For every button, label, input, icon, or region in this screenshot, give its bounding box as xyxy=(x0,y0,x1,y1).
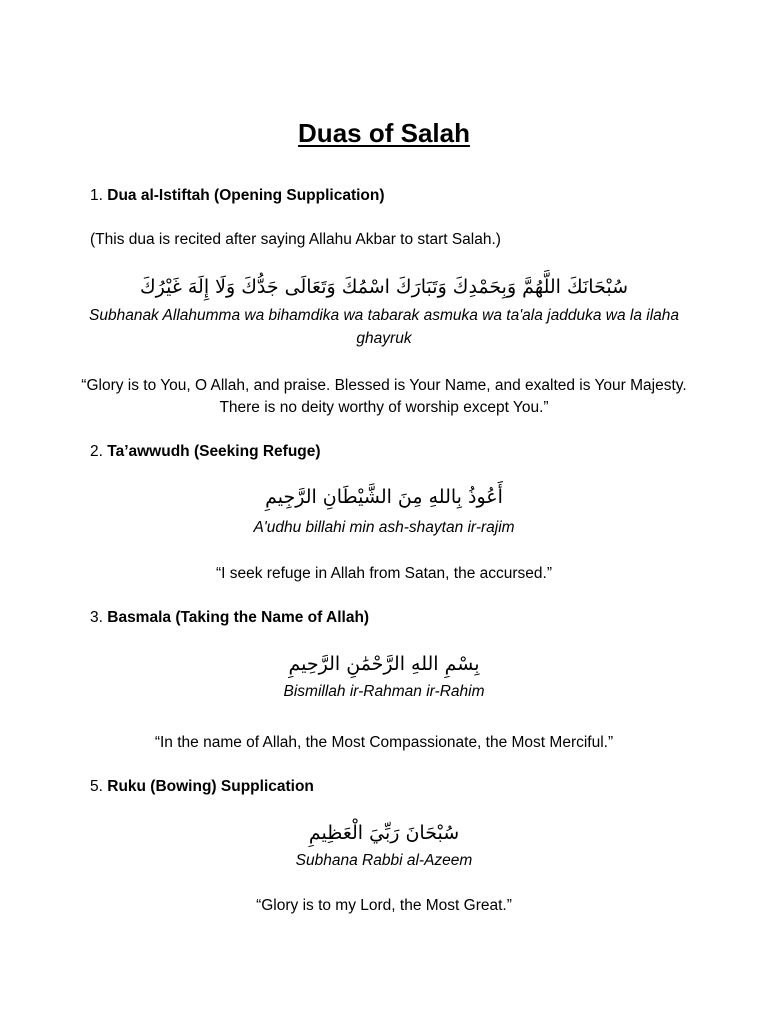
arabic-text: بِسْمِ اللهِ الرَّحْمَٰنِ الرَّحِيمِ xyxy=(288,653,480,675)
section-heading-istiftah xyxy=(90,186,385,206)
section-heading-ruku xyxy=(90,777,314,797)
translation-text: “In the name of Allah, the Most Compassionate, the Most Merciful.” xyxy=(154,734,614,751)
translation-text: “I seek refuge in Allah from Satan, the accursed.” xyxy=(215,565,552,582)
section-name: Basmala (Taking the Name of Allah) xyxy=(107,609,370,626)
section-note: (This dua is recited after saying Allahu Akbar to start Salah.) xyxy=(90,231,501,248)
section-number: 2. xyxy=(90,443,103,460)
section-heading-basmala xyxy=(90,608,369,628)
transliteration-text: Subhana Rabbi al-Azeem xyxy=(295,852,473,869)
transliteration-text: A'udhu billahi min ash-shaytan ir-rajim xyxy=(253,519,515,536)
section-number: 5. xyxy=(90,778,103,795)
arabic-text: أَعُوذُ بِاللهِ مِنَ الشَّيْطَانِ الرَّجِيمِ xyxy=(265,486,503,508)
translation-text: “Glory is to You, O Allah, and praise. Blessed is Your Name, and exalted is Your Majesty. There is no deity worthy of worship except You.” xyxy=(81,377,687,416)
section-number: 1. xyxy=(90,187,103,204)
transliteration-text: Bismillah ir-Rahman ir-Rahim xyxy=(283,683,485,700)
transliteration-text: Subhanak Allahumma wa bihamdika wa tabarak asmuka wa ta'ala jadduka wa la ilaha ghayruk xyxy=(89,307,679,347)
translation-text: “Glory is to my Lord, the Most Great.” xyxy=(256,897,512,914)
arabic-text: سُبْحَانَكَ اللَّهُمَّ وَبِحَمْدِكَ وَتَبَارَكَ اسْمُكَ وَتَعَالَى جَدُّكَ وَلَا إِلَهَ غَيْرُكَ xyxy=(140,276,628,298)
section-name: Ruku (Bowing) Supplication xyxy=(107,778,314,795)
page-title: Duas of Salah xyxy=(298,118,470,148)
section-heading-taawwudh xyxy=(90,442,321,462)
section-name: Ta’awwudh (Seeking Refuge) xyxy=(107,443,321,460)
section-name: Dua al-Istiftah (Opening Supplication) xyxy=(107,187,385,204)
arabic-text: سُبْحَانَ رَبِّيَ الْعَظِيمِ xyxy=(308,822,460,844)
section-number: 3. xyxy=(90,609,103,626)
